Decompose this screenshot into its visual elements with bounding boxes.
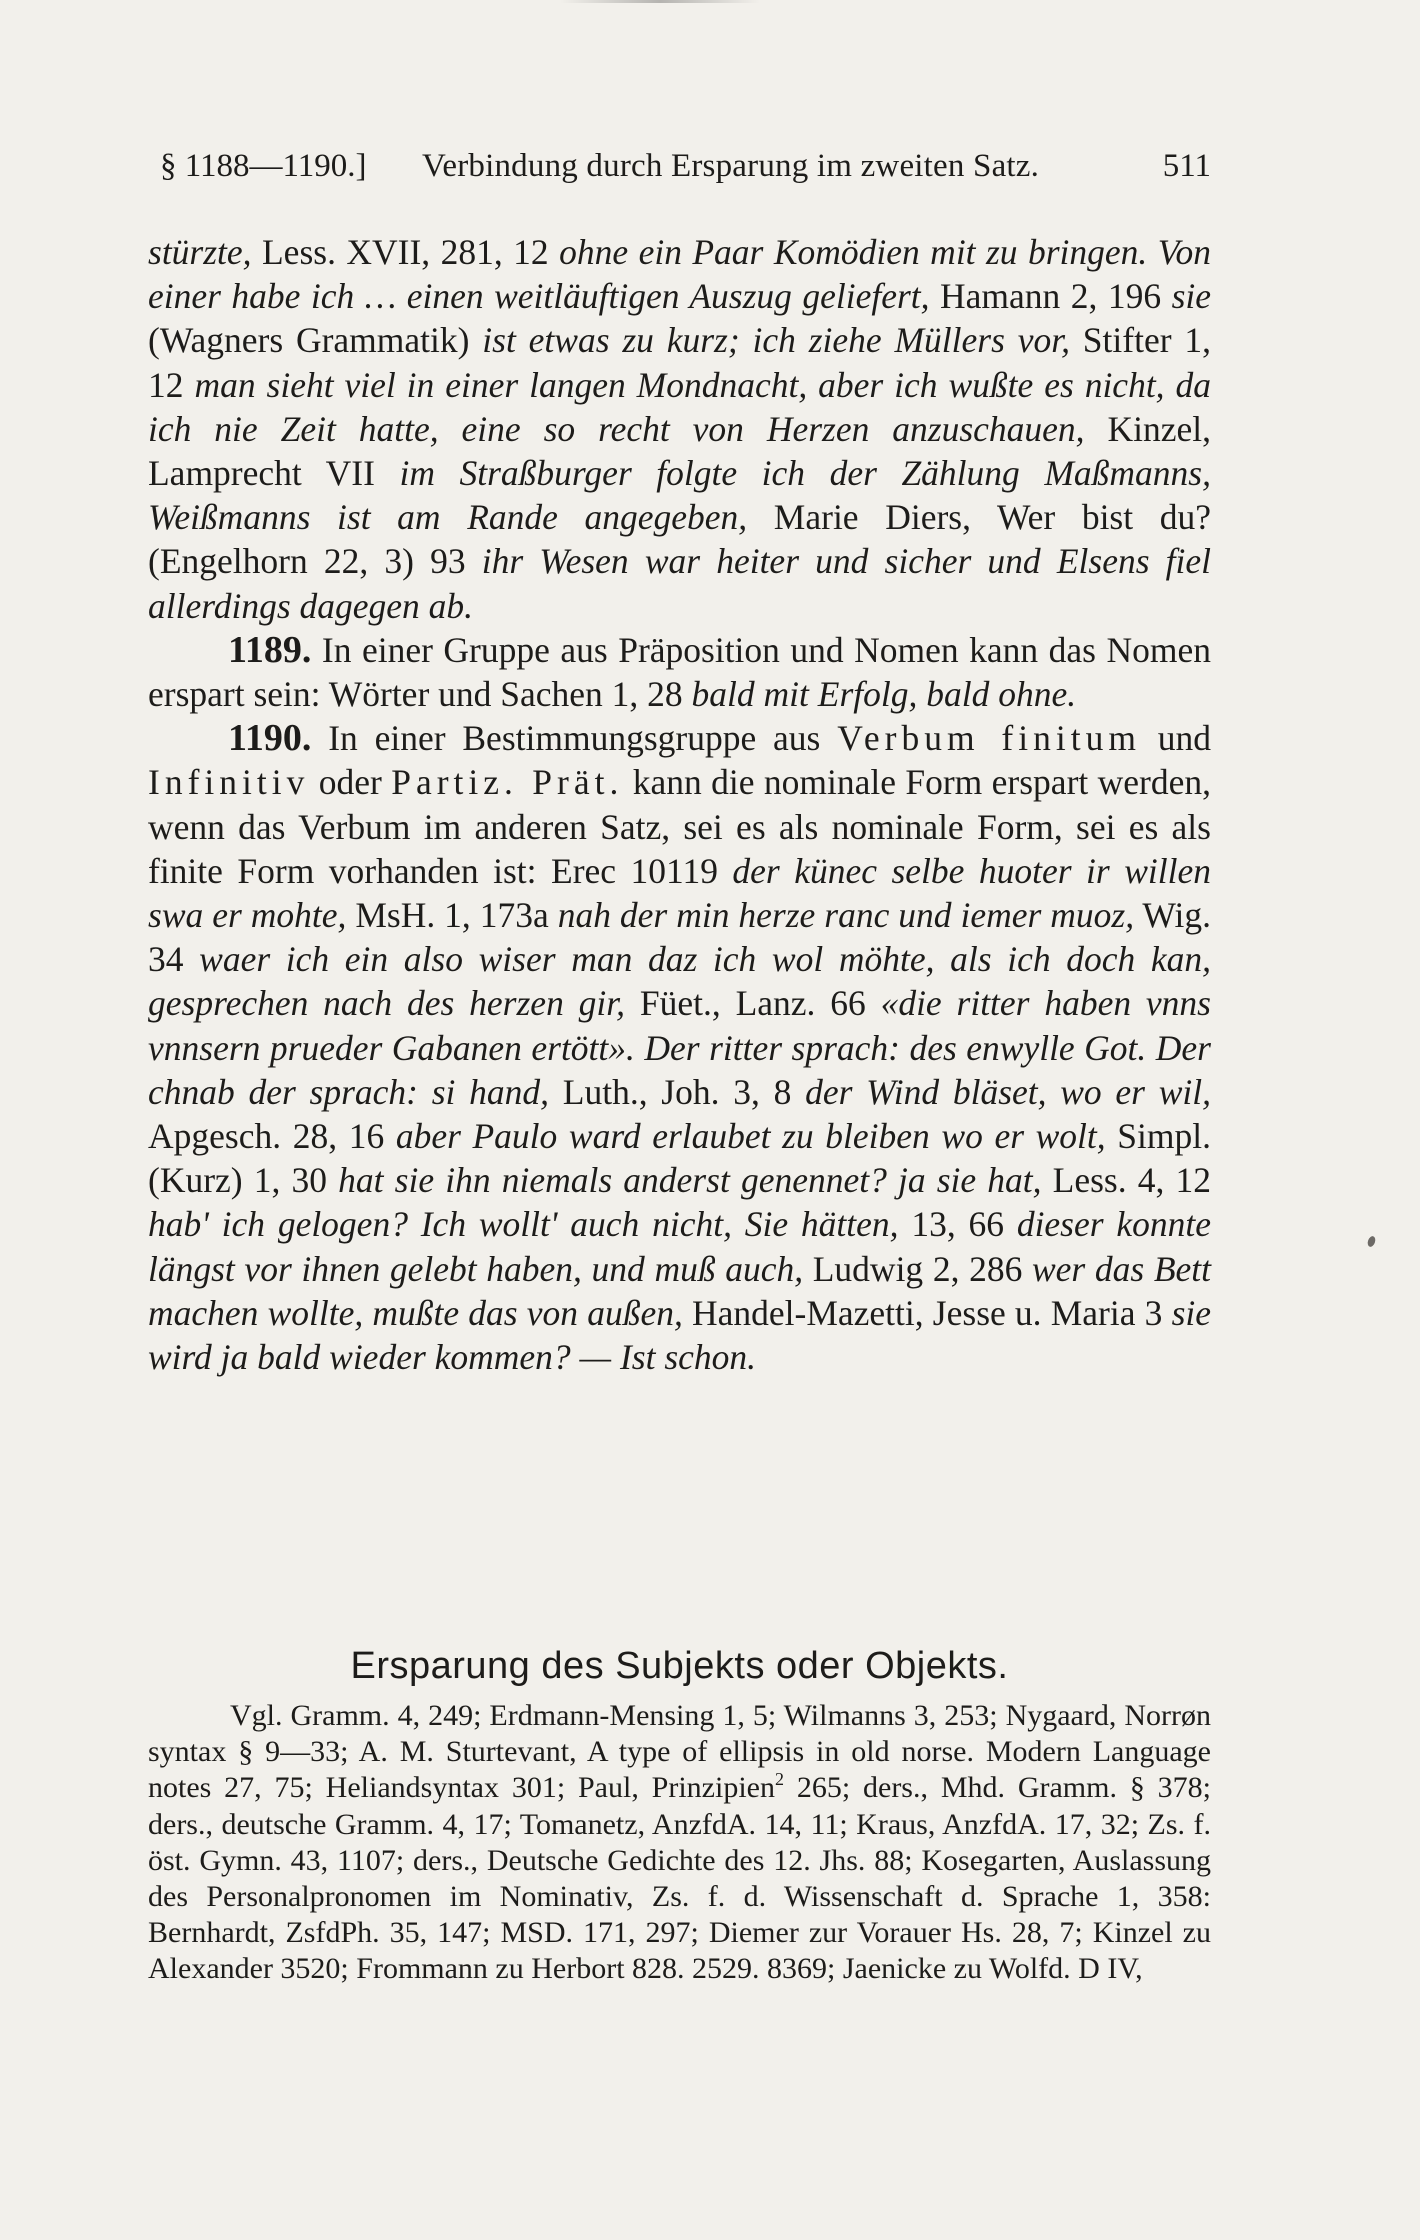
bibliography-references [148, 1698, 1211, 1988]
paragraph-continuation: stürzte, Less. XVII, 281, 12 ohne ein Paar Komödien mit zu bringen. Von einer habe ich … einen weitläuftigen Auszug geliefert, Hamann 2, 196 sie (Wagners Grammatik) ist etwas zu kurz; ich ziehe Müllers vor, Stifter 1, 12 man sieht viel in einer langen Mondnacht, aber ich wußte es nicht, da ich nie Zeit hatte, eine so recht von Herzen anzuschauen, Kinzel, Lamprecht VII im Straßburger folgte ich der Zählung Maßmanns, Weißmanns ist am Rande angegeben, Marie Diers, Wer bist du? (Engelhorn 22, 3) 93 ihr Wesen war heiter und sicher und Elsens fiel allerdings dagegen ab. [148, 232, 1211, 626]
ink-speck [1366, 1235, 1376, 1248]
header-running-title: Verbindung durch Ersparung im zweiten Satz. [422, 148, 1040, 184]
section-heading: Ersparung des Subjekts oder Objekts. [350, 1645, 1009, 1687]
header-section-range: § 1188—1190.] [160, 148, 367, 184]
book-page [148, 0, 1211, 2240]
paragraph-1190: 1190. In einer Bestimmungsgruppe aus Verbum finitum und Infinitiv oder Partiz. Prät. kann die nominale Form erspart werden, wenn das Verbum im anderen Satz, sei es als nominale Form, sei es als finite Form vorhanden ist: Erec 10119 der künec selbe huoter ir willen swa er mohte, MsH. 1, 173a nah der min herze ranc und iemer muoz, Wig. 34 waer ich ein also wiser man daz ich wol möhte, als ich doch kan, gesprechen nach des herzen gir, Füet., Lanz. 66 «die ritter haben vnns vnnsern prueder Gabanen ertött». Der ritter sprach: des enwylle Got. Der chnab der sprach: si hand, Luth., Joh. 3, 8 der Wind bläset, wo er wil, Apgesch. 28, 16 aber Paulo ward erlaubet zu bleiben wo er wolt, Simpl. (Kurz) 1, 30 hat sie ihn niemals anderst genennet? ja sie hat, Less. 4, 12 hab' ich gelogen? Ich wollt' auch nicht, Sie hätten, 13, 66 dieser konnte längst vor ihnen gelebt haben, und muß auch, Ludwig 2, 286 wer das Bett machen wollte, mußte das von außen, Handel-Mazetti, Jesse u. Maria 3 sie wird ja bald wieder kommen? — Ist schon. [148, 717, 1212, 1378]
references-paragraph: Vgl. Gramm. 4, 249; Erdmann-Mensing 1, 5; Wilmanns 3, 253; Nygaard, Norrøn syntax § 9—33; A. M. Sturtevant, A type of ellipsis in old norse. Modern Language notes 27, 75; Heliandsyntax 301; Paul, Prinzipien$^2$ 265; ders., Mhd. Gramm. § 378; ders., deutsche Gramm. 4, 17; Tomanetz, AnzfdA. 14, 11; Kraus, AnzfdA. 17, 32; Zs. f. öst. Gymn. 43, 1107; ders., Deutsche Gedichte des 12. Jhs. 88; Kosegarten, Auslassung des Personalpronomen im Nominativ, Zs. f. d. Wissenschaft d. Sprache 1, 358: Bernhardt, ZsfdPh. 35, 147; MSD. 171, 297; Diemer zur Vorauer Hs. 28, 7; Kinzel zu Alexander 3520; Frommann zu Herbort 828. 2529. 8369; Jaenicke zu Wolfd. D IV, [148, 1699, 1211, 1986]
main-text [148, 230, 1211, 1379]
page-number: 511 [1162, 148, 1211, 184]
paragraph-1189: 1189. In einer Gruppe aus Präposition und Nomen kann das Nomen erspart sein: Wörter und Sachen 1, 28 bald mit Erfolg, bald ohne. [148, 628, 1211, 715]
